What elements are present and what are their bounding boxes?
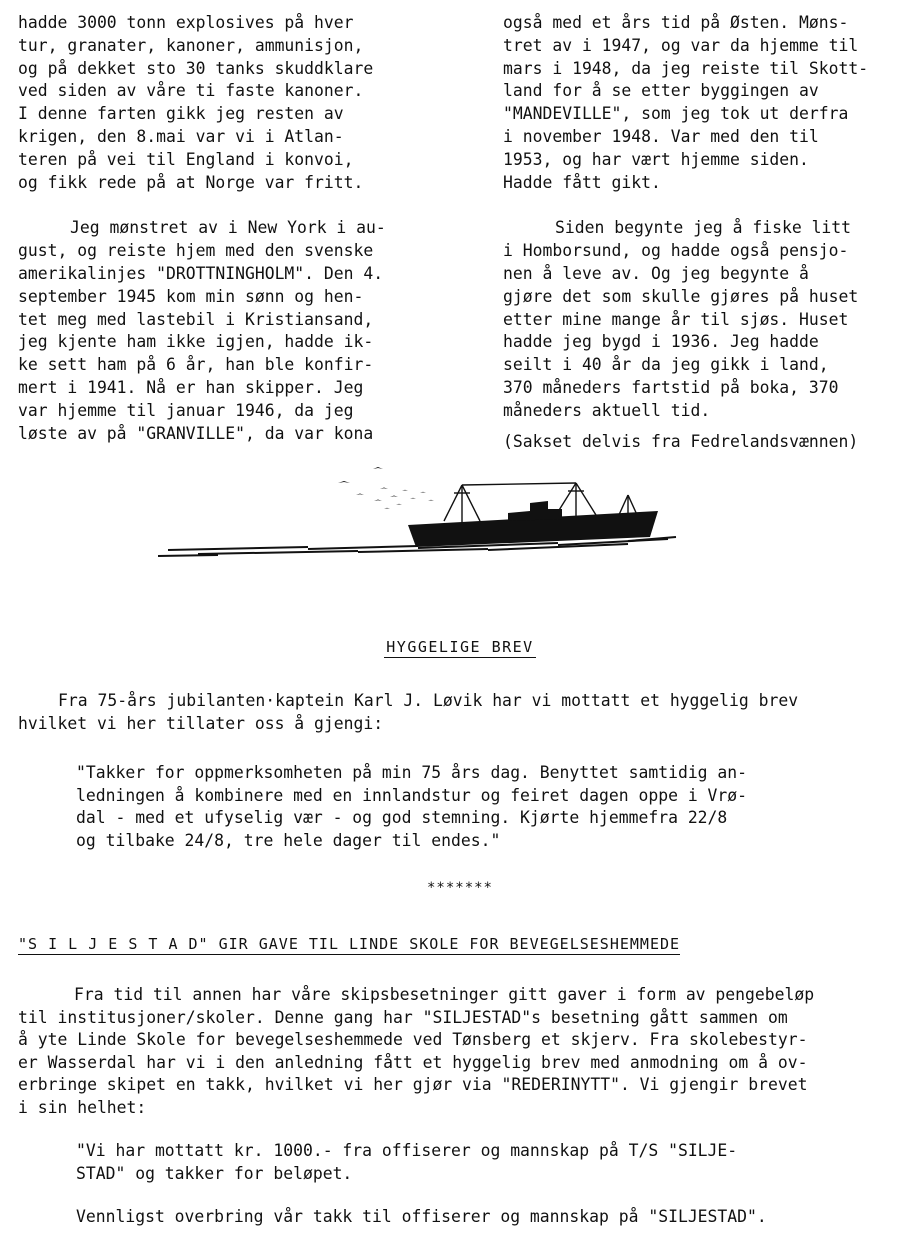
text-line: erbringe skipet en takk, hvilket vi her gjør via "REDERINYTT". Vi gjengir brevet xyxy=(18,1075,808,1095)
section2-quote-2 xyxy=(76,1206,906,1229)
text-line: tet meg med lastebil i Kristiansand, xyxy=(18,309,374,329)
paragraph-gap xyxy=(503,194,903,217)
left-column xyxy=(18,12,420,445)
separator-stars: ******* xyxy=(426,880,493,896)
birds-icon xyxy=(338,467,434,509)
paragraph-gap xyxy=(18,194,420,217)
text-line: land for å se etter byggingen av xyxy=(503,81,819,101)
section1-quote xyxy=(76,762,906,852)
text-line: 370 måneders fartstid på boka, 370 xyxy=(503,377,839,397)
text-line: Hadde fått gikt. xyxy=(503,172,661,192)
text-line: også med et års tid på Østen. Møns- xyxy=(503,13,849,32)
text-line: ved siden av våre ti faste kanoner. xyxy=(18,81,364,101)
text-line: STAD" og takker for beløpet. xyxy=(76,1163,353,1183)
text-line: krigen, den 8.mai var vi i Atlan- xyxy=(18,126,344,146)
section2-body xyxy=(18,984,908,1120)
text-line: "Vi har mottatt kr. 1000.- fra offiserer og mannskap på T/S "SILJE- xyxy=(76,1141,738,1160)
left-para-2 xyxy=(18,217,420,445)
text-line: er Wasserdal har vi i den anledning fått et hyggelig brev med anmodning om å ov- xyxy=(18,1052,808,1072)
text-line: tur, granater, kanoner, ammunisjon, xyxy=(18,35,364,55)
text-line: Vennligst overbring vår takk til offiserer og mannskap på "SILJESTAD". xyxy=(76,1207,767,1226)
text-line: amerikalinjes "DROTTNINGHOLM". Den 4. xyxy=(18,263,384,283)
text-line: Jeg mønstret av i New York i au- xyxy=(70,218,386,238)
text-line: "MANDEVILLE", som jeg tok ut derfra xyxy=(503,104,849,124)
text-line: hadde 3000 tonn explosives på hver xyxy=(18,13,354,32)
text-line: "Takker for oppmerksomheten på min 75 års dag. Benyttet samtidig an- xyxy=(76,763,748,782)
text-line: til institusjoner/skoler. Denne gang har "SILJESTAD"s besetning gått sammen om xyxy=(18,1007,788,1027)
heading-text: HYGGELIGE BREV xyxy=(386,638,534,656)
section-heading-hyggelige-brev xyxy=(0,638,920,656)
text-line: I denne farten gikk jeg resten av xyxy=(18,104,344,124)
source-line: (Sakset delvis fra Fedrelandsvænnen) xyxy=(503,431,859,451)
paragraph-gap xyxy=(503,423,903,431)
text-line: nen å leve av. Og jeg begynte å xyxy=(503,263,809,283)
text-line: måneders aktuell tid. xyxy=(503,400,711,420)
right-para-2 xyxy=(503,217,903,422)
text-line: gust, og reiste hjem med den svenske xyxy=(18,241,374,261)
text-line: 1953, og har vært hjemme siden. xyxy=(503,149,809,169)
section-heading-siljestad xyxy=(18,935,908,953)
right-para-1 xyxy=(503,12,903,194)
right-column xyxy=(503,12,903,453)
ship-illustration xyxy=(158,455,678,570)
text-line: ke sett ham på 6 år, han ble konfir- xyxy=(18,355,374,375)
left-para-1 xyxy=(18,12,420,194)
source-note xyxy=(503,431,903,454)
text-line: i november 1948. Var med den til xyxy=(503,126,819,146)
text-line: etter mine mange år til sjøs. Huset xyxy=(503,309,849,329)
text-line: Fra 75-års jubilanten·kaptein Karl J. Løvik har vi mottatt et hyggelig brev xyxy=(58,691,799,710)
text-line: hvilket vi her tillater oss å gjengi: xyxy=(18,713,384,733)
text-line: var hjemme til januar 1946, da jeg xyxy=(18,400,354,420)
text-line: hadde jeg bygd i 1936. Jeg hadde xyxy=(503,332,819,352)
text-line: og tilbake 24/8, tre hele dager til endes." xyxy=(76,830,501,850)
text-line: teren på vei til England i konvoi, xyxy=(18,149,354,169)
section1-intro xyxy=(18,690,908,735)
text-line: seilt i 40 år da jeg gikk i land, xyxy=(503,355,829,375)
text-line: i Homborsund, og hadde også pensjo- xyxy=(503,241,849,261)
text-line: Fra tid til annen har våre skipsbesetninger gitt gaver i form av pengebeløp xyxy=(74,985,815,1004)
text-line: og fikk rede på at Norge var fritt. xyxy=(18,172,364,192)
text-line: jeg kjente ham ikke igjen, hadde ik- xyxy=(18,332,374,352)
text-line: å yte Linde Skole for bevegelseshemmede ved Tønsberg et skjerv. Fra skolebestyr- xyxy=(18,1030,808,1050)
heading-text: "S I L J E S T A D" GIR GAVE TIL LINDE SKOLE FOR BEVEGELSESHEMMEDE xyxy=(18,935,681,953)
text-line: september 1945 kom min sønn og hen- xyxy=(18,286,364,306)
section2-quote-1 xyxy=(76,1140,906,1185)
text-line: Siden begynte jeg å fiske litt xyxy=(555,218,852,238)
text-line: tret av i 1947, og var da hjemme til xyxy=(503,35,859,55)
text-line: mars i 1948, da jeg reiste til Skott- xyxy=(503,58,869,78)
text-line: og på dekket sto 30 tanks skuddklare xyxy=(18,58,374,78)
ship-bridge xyxy=(508,501,562,521)
text-line: dal - med et ufyselig vær - og god stemning. Kjørte hjemmefra 22/8 xyxy=(76,808,728,828)
text-line: løste av på "GRANVILLE", da var kona xyxy=(18,423,374,443)
text-line: gjøre det som skulle gjøres på huset xyxy=(503,286,859,306)
text-line: i sin helhet: xyxy=(18,1097,147,1117)
text-line: ledningen å kombinere med en innlandstur og feiret dagen oppe i Vrø- xyxy=(76,785,748,805)
text-line: mert i 1941. Nå er han skipper. Jeg xyxy=(18,377,364,397)
